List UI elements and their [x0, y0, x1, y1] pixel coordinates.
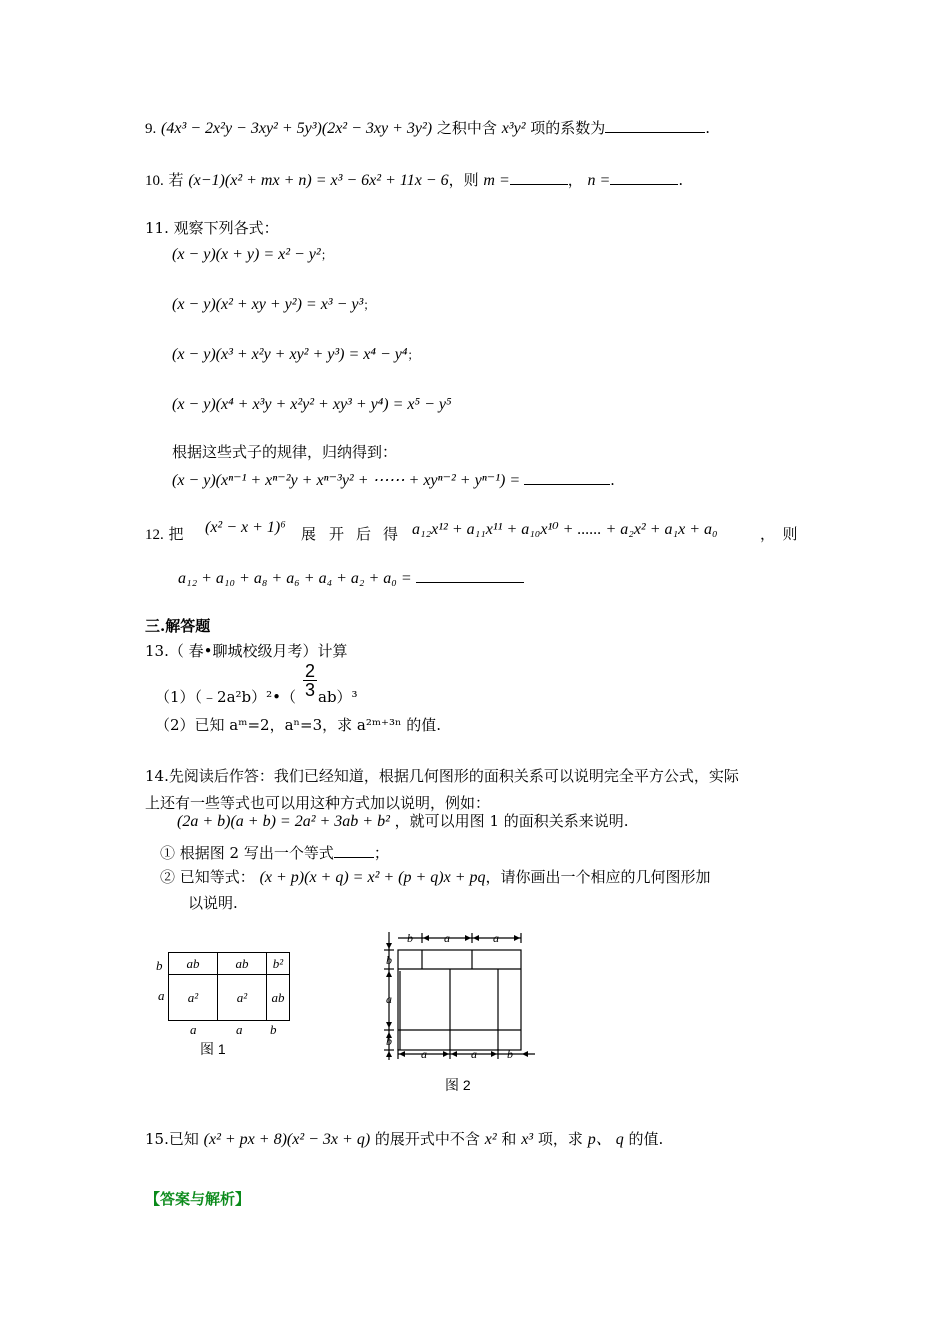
q9-tail-text: 项的系数为 [530, 119, 606, 137]
q10-comma: ， [567, 171, 583, 189]
q14-line2: 上还有一些等式也可以用这种方式加以说明，例如： [145, 794, 491, 812]
q13-part1-a: （1）（﹣2a²b）²•（ [155, 688, 297, 706]
fig1-cell: ab [218, 953, 267, 975]
fig2-caption: 图 2 [445, 1077, 471, 1093]
q11-semicolon: ； [320, 248, 333, 262]
q14-item1-blank[interactable] [334, 843, 374, 858]
q14-item2-text: ② 已知等式： [160, 868, 255, 886]
fig2-top-label-a: a [493, 931, 499, 945]
q13-frac-den: 3 [304, 680, 315, 700]
q11-line-4: (x − y)(x⁴ + x³y + x²y² + xy³ + y⁴) = x⁵ − y⁵ [172, 396, 452, 413]
q11-title: 11. 观察下列各式： [145, 219, 279, 237]
q12-expansion: a₁₂x¹² + a₁₁x¹¹ + a₁₀x¹⁰ + ...... + a₂x² + a₁x + a₀ [412, 521, 718, 538]
q12-sum-row [178, 568, 524, 588]
question-12 [145, 525, 184, 544]
q14-item1-end: ； [373, 844, 389, 862]
fig1-cell: a² [169, 975, 218, 1021]
q11-answer-blank[interactable] [524, 470, 610, 485]
figure-1-grid [168, 952, 290, 1021]
q15-number: 15.已知 [145, 1130, 199, 1148]
q11-semicolon: ； [363, 298, 376, 312]
q9-number: 9. [145, 121, 157, 137]
q9-answer-blank[interactable] [605, 118, 705, 133]
q14-example [177, 812, 629, 831]
q15-end: 的值. [628, 1130, 664, 1148]
q12-number: 12. [145, 527, 164, 543]
fig1-caption: 图 1 [200, 1041, 226, 1057]
q12-hou: 后 [356, 525, 372, 543]
fig1-cell: a² [218, 975, 267, 1021]
section-heading: 三.解答题 [145, 617, 211, 635]
q13-title: 13.（ 春•聊城校级月考）计算 [145, 642, 348, 660]
fig2-side-label-a: a [386, 992, 392, 1006]
q10-end: . [678, 171, 684, 189]
q13-frac-num: 2 [304, 661, 315, 681]
q12-sum: a₁₂ + a₁₀ + a₈ + a₆ + a₄ + a₂ + a₀ = [178, 570, 412, 587]
q15-term-x2: x² [484, 1131, 497, 1148]
q14-item1-text: ① 根据图 2 写出一个等式 [160, 844, 334, 862]
fig1-cell: b² [267, 953, 290, 975]
q11-end: . [610, 471, 615, 489]
q14-item1 [160, 843, 389, 862]
fig1-row-label-b: b [156, 958, 163, 973]
q15-expression: (x² + px + 8)(x² − 3x + q) [203, 1131, 371, 1148]
q11-general-expr: (x − y)(xⁿ⁻¹ + xⁿ⁻²y + xⁿ⁻³y² + ⋯⋯ + xyⁿ⁻² + yⁿ⁻¹) = [172, 472, 521, 489]
q15-pq: p、 q [587, 1131, 624, 1148]
q12-ba: 把 [168, 525, 184, 543]
q10-n-blank[interactable] [610, 170, 678, 185]
q10-m-label: m = [483, 172, 510, 189]
q15-he: 和 [501, 1130, 517, 1148]
q14-example-tail: ，就可以用图 1 的面积关系来说明. [394, 812, 629, 830]
q14-item2-expr: (x + p)(x + q) = x² + (p + q)x + pq [259, 869, 486, 886]
q14-item2-tail: ，请你画出一个相应的几何图形加 [485, 868, 711, 886]
fig1-cell: ab [267, 975, 290, 1021]
q14-item2-line2: 以说明. [188, 894, 238, 912]
q12-zhan: 展 [301, 525, 317, 543]
fig2-bottom-label-a: a [471, 1047, 477, 1061]
q11-line-2-text: (x − y)(x² + xy + y²) = x³ − y³ [172, 296, 364, 313]
answer-header: 【答案与解析】 [145, 1190, 251, 1208]
q15-term-x3: x³ [521, 1131, 534, 1148]
q13-fraction [303, 662, 317, 699]
q10-ruo: 若 [168, 171, 184, 189]
q9-expression: (4x³ − 2x²y − 3xy² + 5y³)(2x² − 3xy + 3y²) [161, 120, 433, 137]
q11-line-3-text: (x − y)(x³ + x²y + xy² + y³) = x⁴ − y⁴ [172, 346, 408, 363]
q11-line-1-text: (x − y)(x + y) = x² − y² [172, 246, 321, 263]
q9-mid-text: 之积中含 [436, 119, 497, 137]
fig1-col-label-a: a [236, 1022, 243, 1037]
q10-n-label: n = [587, 172, 611, 189]
fig1-cell: ab [169, 953, 218, 975]
fig1-col-label-a: a [190, 1022, 197, 1037]
q9-end: . [705, 119, 711, 137]
q15-tail: 项，求 [537, 1130, 583, 1148]
q11-line-1 [172, 245, 333, 264]
q11-semicolon: ； [407, 348, 420, 362]
fig2-side-label-b: b [386, 1034, 392, 1048]
q12-answer-blank[interactable] [416, 568, 524, 583]
q14-item2 [160, 868, 711, 887]
q11-line-3 [172, 345, 419, 364]
q12-expression: (x² − x + 1)⁶ [205, 519, 286, 536]
q14-line1: 14.先阅读后作答：我们已经知道，根据几何图形的面积关系可以说明完全平方公式，实际 [145, 767, 739, 785]
question-9 [145, 118, 710, 138]
q11-general [172, 470, 615, 490]
q10-m-blank[interactable] [510, 170, 568, 185]
fig2-bottom-label-a: a [421, 1047, 427, 1061]
q9-term: x³y² [501, 120, 526, 137]
q15-mid-text: 的展开式中不含 [374, 1130, 480, 1148]
q14-example-expr: (2a + b)(a + b) = 2a² + 3ab + b² [177, 813, 390, 830]
q12-ze: ， 则 [760, 525, 798, 543]
fig1-col-label-b: b [270, 1022, 277, 1037]
figure-2 [380, 930, 550, 1065]
question-10 [145, 170, 683, 190]
q11-conclude: 根据这些式子的规律，归纳得到： [172, 443, 398, 461]
q13-part1-b: ab）³ [318, 688, 358, 706]
q10-expression: (x−1)(x² + mx + n) = x³ − 6x² + 11x − 6 [188, 172, 449, 189]
q10-ze: ，则 [448, 171, 479, 189]
q11-line-2 [172, 295, 375, 314]
fig1-row-label-a: a [158, 988, 165, 1003]
q13-part2: （2）已知 aᵐ=2，aⁿ=3，求 a²ᵐ⁺³ⁿ 的值. [155, 716, 441, 734]
fig2-top-label-a: a [444, 931, 450, 945]
question-15 [145, 1130, 663, 1149]
fig2-side-label-b: b [386, 953, 392, 967]
q10-number: 10. [145, 173, 164, 189]
fig2-bottom-label-b: b [507, 1047, 513, 1061]
q12-de: 得 [383, 525, 399, 543]
fig2-top-label-b: b [407, 931, 413, 945]
q12-kai: 开 [329, 525, 345, 543]
